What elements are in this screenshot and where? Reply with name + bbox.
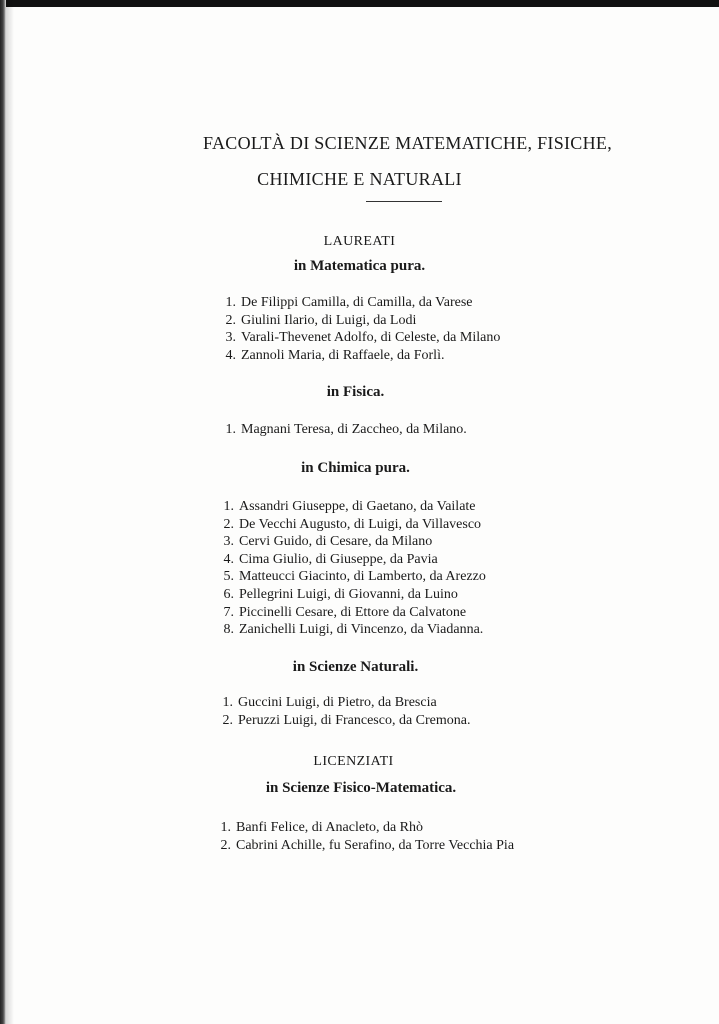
matematica-heading: in Matematica pura.: [293, 258, 426, 274]
list-item: 4. Zannoli Maria, di Raffaele, da Forlì.: [225, 347, 445, 363]
fisica-list: [218, 421, 467, 439]
list-item: 2. Peruzzi Luigi, di Francesco, da Cremona.: [222, 712, 471, 728]
scan-top-edge: [0, 0, 719, 7]
fisica-heading: in Fisica.: [326, 384, 385, 400]
scan-left-shadow: [6, 0, 14, 1024]
list-item: 2. Giulini Ilario, di Luigi, da Lodi: [225, 312, 417, 328]
faculty-title-line-1: FACOLTÀ DI SCIENZE MATEMATICHE, FISICHE,: [203, 133, 613, 153]
list-item: 2. Cabrini Achille, fu Serafino, da Torre Vecchia Pia: [220, 837, 515, 853]
list-item: 7. Piccinelli Cesare, di Ettore da Calvatone: [223, 604, 467, 620]
chimica-list: [216, 498, 486, 639]
list-item: 1. Guccini Luigi, di Pietro, da Brescia: [222, 695, 437, 710]
naturali-heading: in Scienze Naturali.: [292, 659, 419, 675]
matematica-list: [218, 294, 500, 364]
fisico-matematica-heading: in Scienze Fisico-Matematica.: [265, 780, 457, 796]
faculty-title-line-2: CHIMICHE E NATURALI: [257, 169, 462, 189]
list-item: 2. De Vecchi Augusto, di Luigi, da Villavesco: [223, 516, 482, 532]
list-item: 5. Matteucci Giacinto, di Lamberto, da Arezzo: [223, 569, 486, 585]
fisico-matematica-list: [213, 819, 514, 854]
list-item: 3. Cervi Guido, di Cesare, da Milano: [223, 534, 433, 550]
list-item: 8. Zanichelli Luigi, di Vincenzo, da Viadanna.: [223, 622, 484, 638]
list-item: 1. Banfi Felice, di Anacleto, da Rhò: [220, 820, 424, 835]
list-item: 1. De Filippi Camilla, di Camilla, da Varese: [225, 295, 473, 310]
licenziati-label: LICENZIATI: [313, 754, 394, 769]
naturali-list: [215, 694, 470, 729]
list-item: 3. Varali-Thevenet Adolfo, di Celeste, da Milano: [225, 330, 501, 346]
list-item: 4. Cima Giulio, di Giuseppe, da Pavia: [223, 551, 438, 567]
list-item: 1. Assandri Giuseppe, di Gaetano, da Vailate: [223, 499, 476, 514]
list-item: 1. Magnani Teresa, di Zaccheo, da Milano.: [225, 422, 467, 437]
chimica-heading: in Chimica pura.: [301, 460, 410, 476]
laureati-label: LAUREATI: [323, 234, 396, 249]
list-item: 6. Pellegrini Luigi, di Giovanni, da Luino: [223, 586, 458, 602]
title-divider: [366, 201, 442, 202]
